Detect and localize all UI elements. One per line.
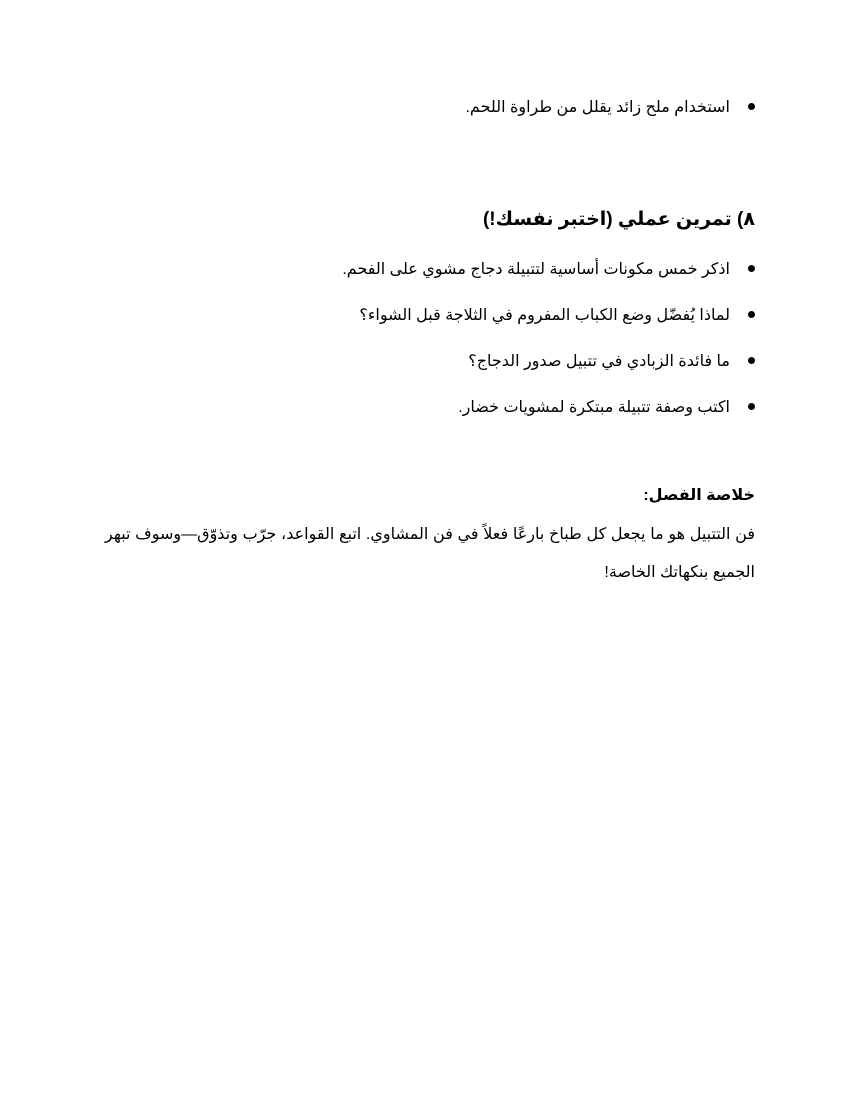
summary-paragraph: فن التتبيل هو ما يجعل كل طباخ بارعًا فعلاً في فن المشاوي. اتبع القواعد، جرّب وتذوّق—وسوف تبهر الجميع بنكهاتك الخاصة! <box>105 526 755 581</box>
bullet-icon <box>748 357 755 364</box>
bullet-icon <box>748 403 755 410</box>
list-item-text: اذكر خمس مكونات أساسية لتتبيلة دجاج مشوي على الفحم. <box>342 261 730 278</box>
summary-heading: خلاصة الفصل: <box>643 487 755 504</box>
list-item <box>115 396 755 420</box>
list-item <box>115 96 755 120</box>
list-item-text: اكتب وصفة تتبيلة مبتكرة لمشويات خضار. <box>458 399 730 416</box>
list-item <box>115 304 755 328</box>
list-item <box>115 258 755 282</box>
bullet-icon <box>748 103 755 110</box>
list-item-text: ما فائدة الزبادي في تتبيل صدور الدجاج؟ <box>468 353 730 370</box>
list-item-text: لماذا يُفضّل وضع الكباب المفروم في الثلاجة قبل الشواء؟ <box>359 307 730 324</box>
list-item <box>115 350 755 374</box>
list-item-text: استخدام ملح زائد يقلل من طراوة اللحم. <box>465 99 730 116</box>
bullet-icon <box>748 311 755 318</box>
bullet-icon <box>748 265 755 272</box>
section-heading: ٨) تمرين عملي (اختبر نفسك!) <box>482 209 755 230</box>
